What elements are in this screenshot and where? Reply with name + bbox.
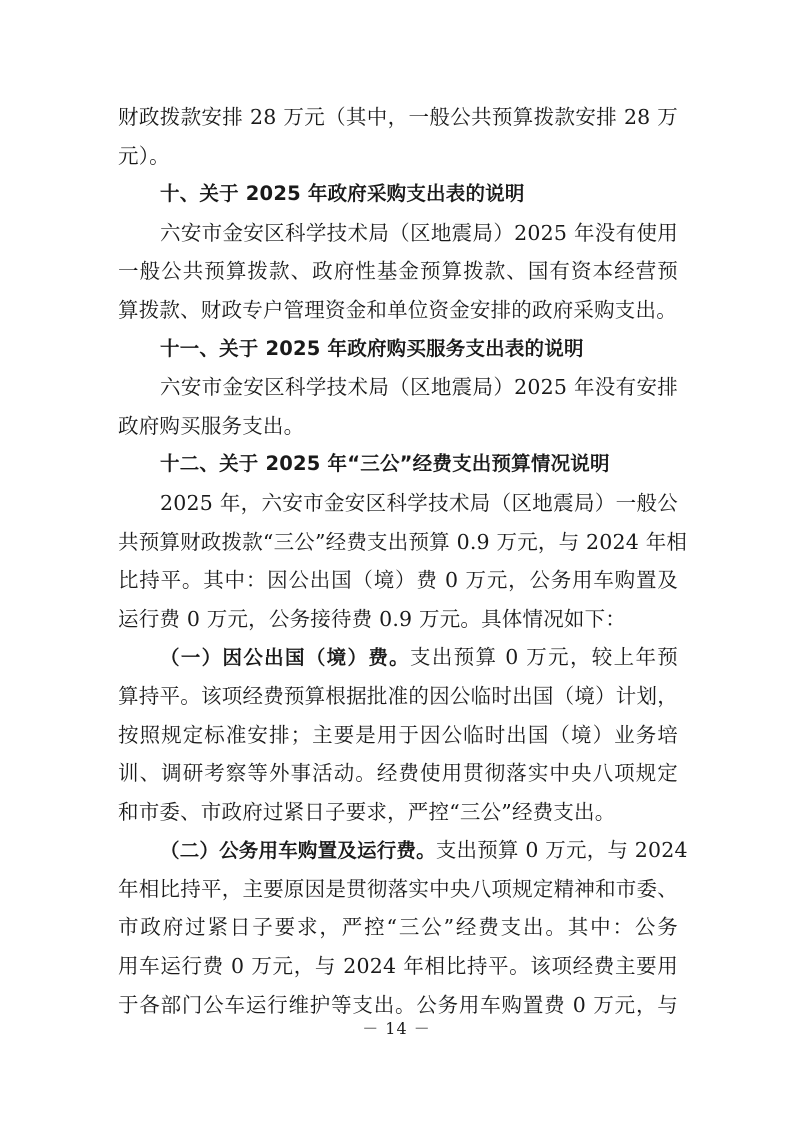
line-17 bbox=[118, 754, 678, 793]
line-13 bbox=[118, 600, 678, 639]
line-03 bbox=[118, 214, 678, 253]
line-text: 财政拨款安排 28 万元（其中，一般公共预算拨款安排 28 万 bbox=[118, 105, 678, 129]
line-text: 六安市金安区科学技术局（区地震局）2025 年没有使用 bbox=[160, 220, 678, 245]
line-text: 元）。 bbox=[118, 143, 170, 168]
document-page bbox=[118, 98, 688, 1024]
page-number: － 14 － bbox=[362, 1019, 431, 1038]
line-12 bbox=[118, 561, 678, 600]
line-08 bbox=[118, 407, 678, 446]
heading-three-public bbox=[118, 445, 678, 484]
line-16 bbox=[118, 716, 678, 755]
subsection-title-abroad: （一）因公出国（境）费。 bbox=[160, 646, 411, 670]
line-text: 于各部门公车运行维护等支出。公务用车购置费 0 万元，与 bbox=[118, 992, 678, 1017]
heading-text: 十一、关于 2025 年政府购买服务支出表的说明 bbox=[160, 336, 584, 360]
line-21 bbox=[118, 908, 678, 947]
line-00 bbox=[118, 98, 678, 137]
line-text: 六安市金安区科学技术局（区地震局）2025 年没有安排 bbox=[160, 375, 678, 400]
line-11 bbox=[118, 523, 688, 562]
line-text: 训、调研考察等外事活动。经费使用贯彻落实中央八项规定 bbox=[118, 761, 678, 786]
line-text: 政府购买服务支出。 bbox=[118, 413, 305, 438]
heading-procurement bbox=[118, 175, 678, 214]
heading-purchase-services bbox=[118, 330, 678, 369]
line-text: 运行费 0 万元，公务接待费 0.9 万元。具体情况如下： bbox=[118, 606, 627, 631]
line-text: 算持平。该项经费预算根据批准的因公临时出国（境）计划， bbox=[118, 683, 678, 708]
line-18 bbox=[118, 793, 678, 832]
line-text: 和市委、市政府过紧日子要求，严控“三公”经费支出。 bbox=[118, 799, 616, 824]
line-19 bbox=[118, 831, 688, 870]
line-text: 共预算财政拨款“三公”经费支出预算 0.9 万元，与 2024 年相 bbox=[118, 529, 688, 554]
line-text: 年相比持平，主要原因是贯彻落实中央八项规定精神和市委、 bbox=[118, 876, 678, 901]
line-10 bbox=[118, 484, 678, 523]
line-22 bbox=[118, 947, 678, 986]
line-15 bbox=[118, 677, 678, 716]
line-14 bbox=[118, 638, 678, 677]
line-text: 按照规定标准安排；主要是用于因公临时出国（境）业务培 bbox=[118, 722, 678, 747]
line-text: 市政府过紧日子要求，严控“三公”经费支出。其中：公务 bbox=[118, 915, 678, 940]
line-04 bbox=[118, 252, 678, 291]
line-20 bbox=[118, 870, 678, 909]
line-07 bbox=[118, 368, 678, 407]
line-text: 支出预算 0 万元，与 2024 bbox=[435, 838, 688, 863]
line-text: 一般公共预算拨款、政府性基金预算拨款、国有资本经营预 bbox=[118, 259, 678, 284]
line-text: 比持平。其中：因公出国（境）费 0 万元，公务用车购置及 bbox=[118, 568, 678, 593]
subsection-title-vehicles: （二）公务用车购置及运行费。 bbox=[160, 839, 436, 863]
line-text: 用车运行费 0 万元，与 2024 年相比持平。该项经费主要用 bbox=[118, 954, 678, 979]
heading-text: 十、关于 2025 年政府采购支出表的说明 bbox=[160, 182, 525, 206]
line-text: 支出预算 0 万元，较上年预 bbox=[410, 645, 678, 670]
line-text: 算拨款、财政专户管理资金和单位资金安排的政府采购支出。 bbox=[118, 297, 677, 322]
heading-text: 十二、关于 2025 年“三公”经费支出预算情况说明 bbox=[160, 452, 610, 476]
line-text: 2025 年，六安市金安区科学技术局（区地震局）一般公 bbox=[160, 490, 678, 515]
line-05 bbox=[118, 291, 678, 330]
line-01 bbox=[118, 137, 678, 176]
